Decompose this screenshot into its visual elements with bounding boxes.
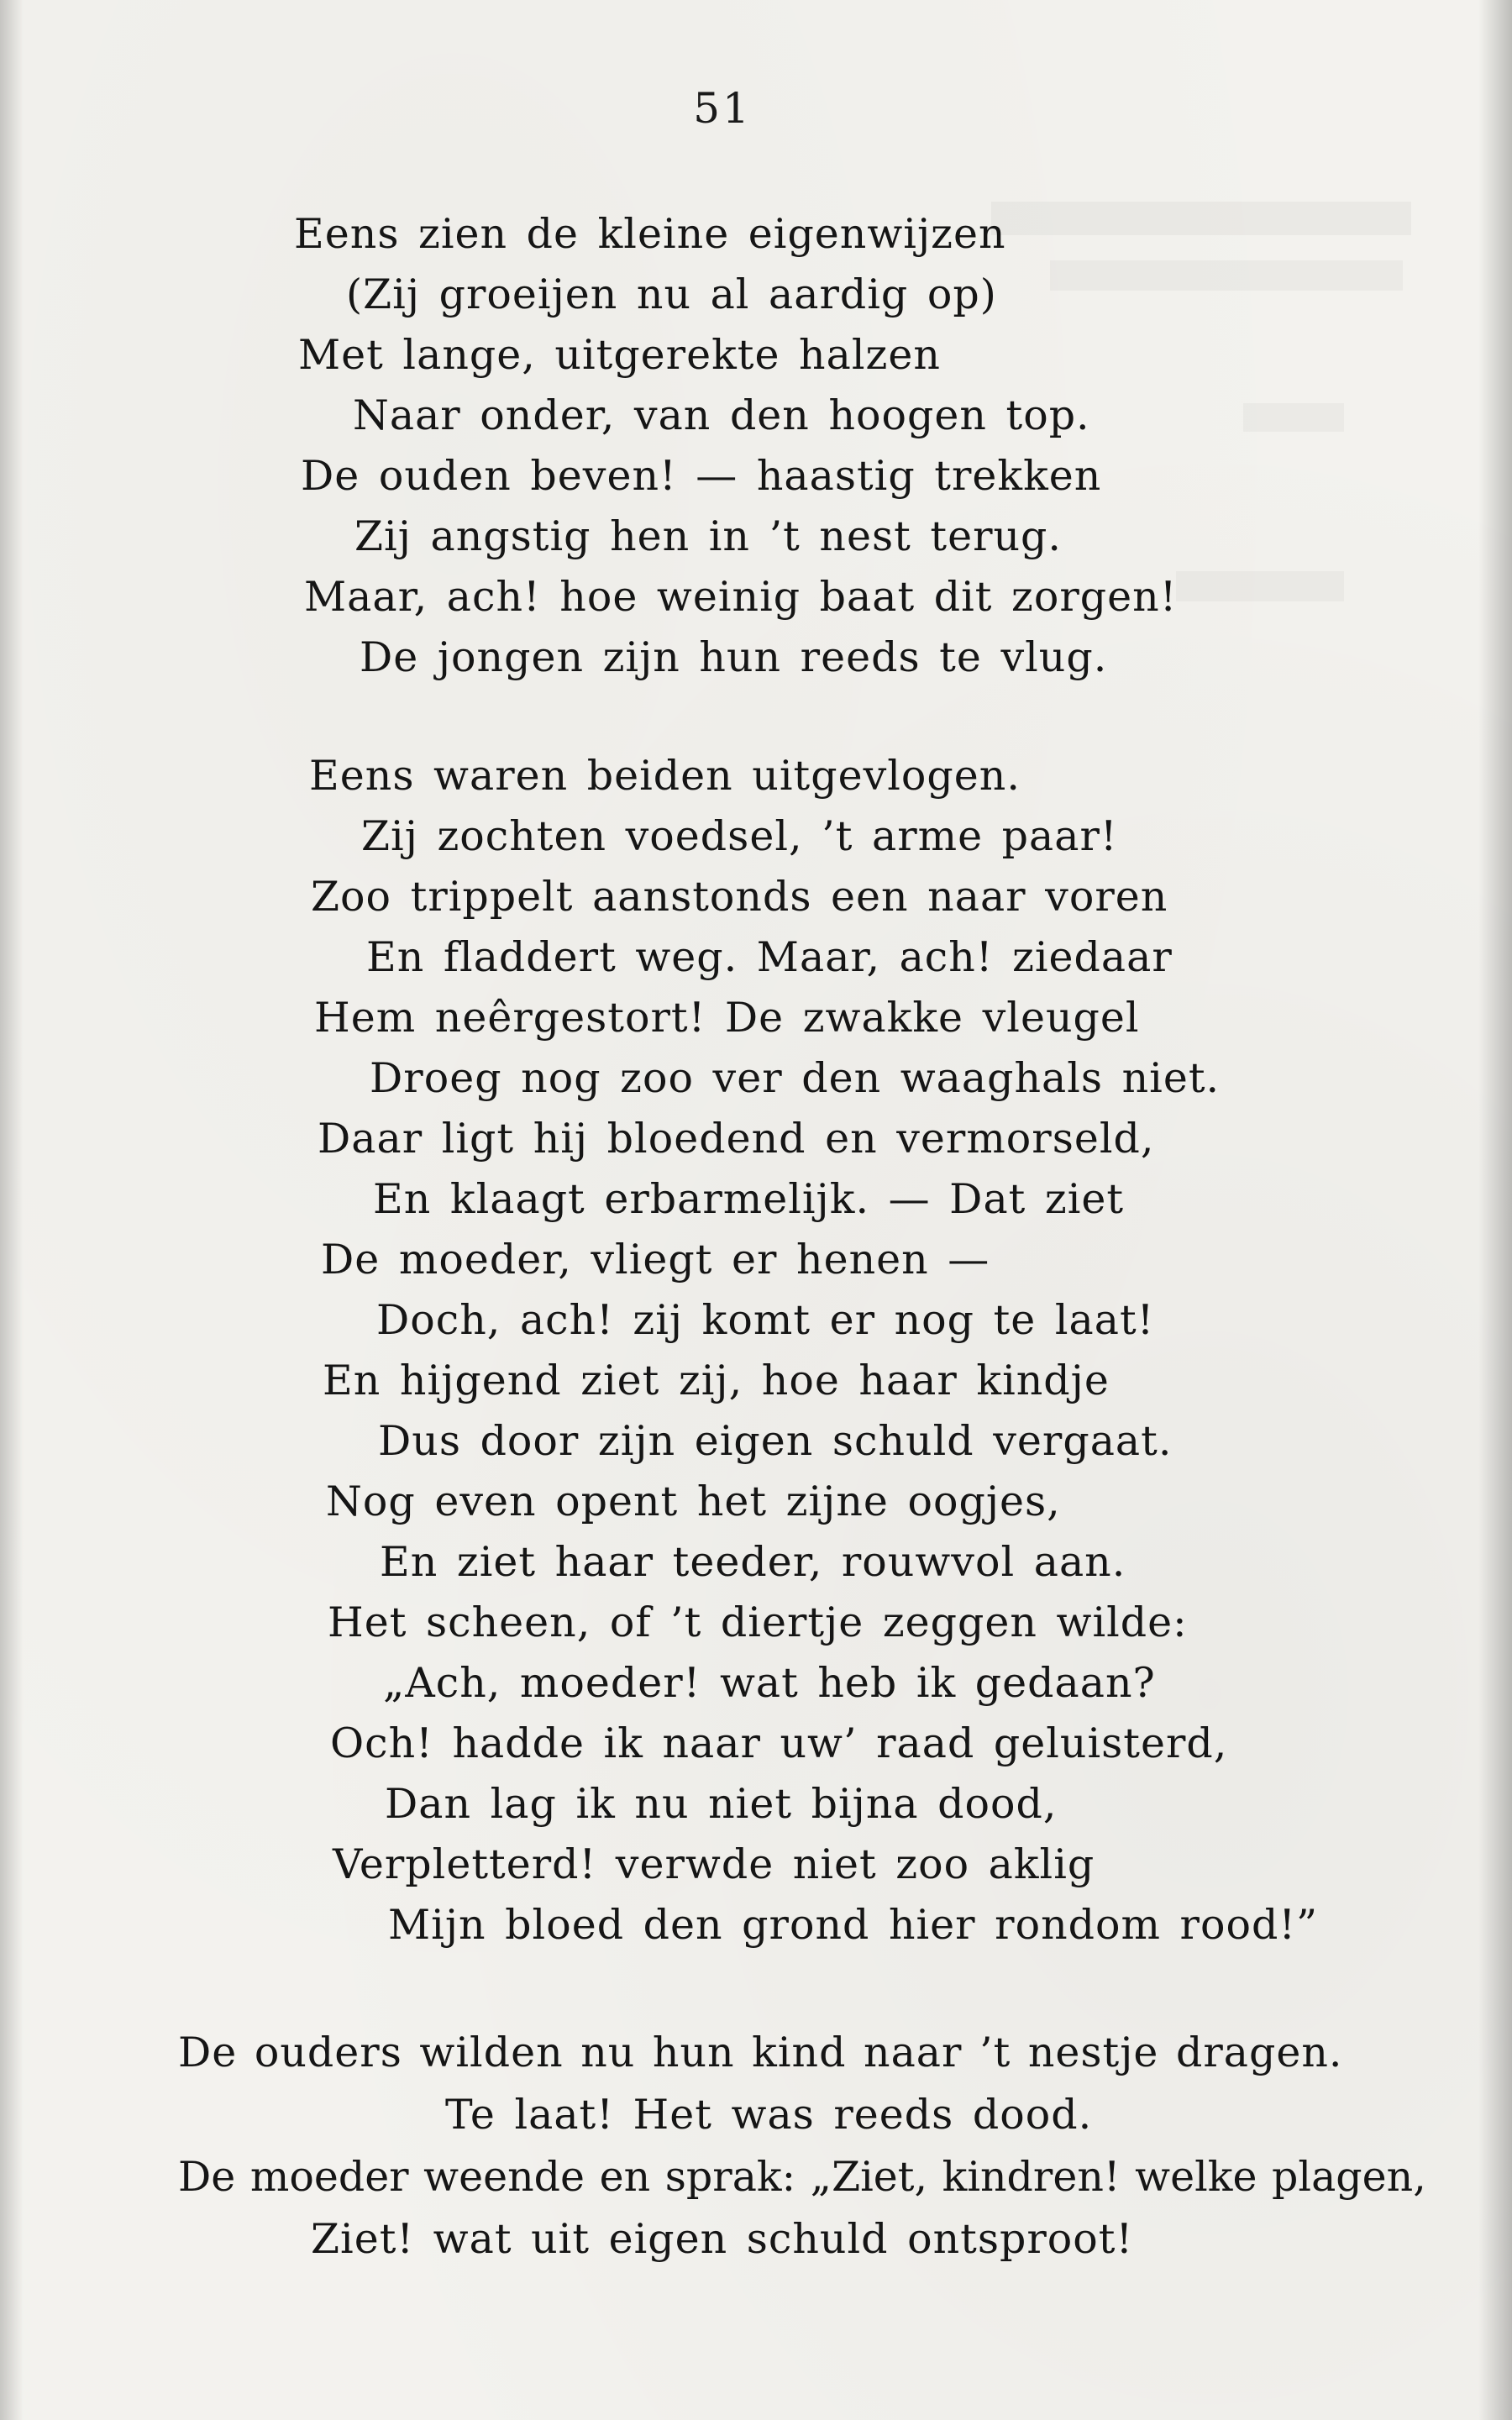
poem-line: Het scheen, of ’t diertje zeggen wilde: (328, 1598, 1188, 1646)
poem-line: De moeder, vliegt er henen — (321, 1236, 990, 1283)
poem-line: De ouders wilden nu hun kind naar ’t nestje dragen. (178, 2029, 1343, 2076)
poem-line: Zij zochten voedsel, ’t arme paar! (361, 812, 1118, 860)
poem-line: Te laat! Het was reeds dood. (445, 2091, 1093, 2139)
poem-line: Eens waren beiden uitgevlogen. (309, 752, 1021, 800)
poem-line: De jongen zijn hun reeds te vlug. (360, 633, 1108, 681)
bleed-through-mark (1176, 571, 1344, 601)
poem-line: En ziet haar teeder, rouwvol aan. (380, 1538, 1126, 1586)
poem-line: Dus door zijn eigen schuld vergaat. (378, 1417, 1173, 1465)
poem-line: Maar, ach! hoe weinig baat dit zorgen! (304, 573, 1178, 621)
page-number: 51 (693, 84, 752, 133)
poem-line: Eens zien de kleine eigenwijzen (294, 210, 1006, 258)
bleed-through-mark (1050, 260, 1403, 291)
poem-line: En fladdert weg. Maar, ach! ziedaar (366, 933, 1173, 981)
poem-line: En hijgend ziet zij, hoe haar kindje (323, 1357, 1110, 1404)
poem-line: Naar onder, van den hoogen top. (353, 391, 1090, 439)
poem-line: (Zij groeijen nu al aardig op) (346, 270, 997, 318)
poem-line: De ouden beven! — haastig trekken (301, 452, 1102, 500)
poem-line: Zoo trippelt aanstonds een naar voren (311, 873, 1168, 921)
page-edge-shadow-left (0, 0, 24, 2420)
poem-line: Och! hadde ik naar uw’ raad geluisterd, (330, 1719, 1228, 1767)
poem-line: De moeder weende en sprak: „Ziet, kindren! welke plagen, (178, 2153, 1426, 2201)
poem-line: Doch, ach! zij komt er nog te laat! (376, 1296, 1155, 1344)
poem-line: Daar ligt hij bloedend en vermorseld, (318, 1115, 1155, 1163)
poem-line: „Ach, moeder! wat heb ik gedaan? (383, 1659, 1156, 1707)
poem-line: Nog even opent het zijne oogjes, (326, 1478, 1061, 1525)
poem-line: Ziet! wat uit eigen schuld ontsproot! (311, 2215, 1134, 2263)
page-edge-shadow-right (1478, 0, 1512, 2420)
poem-line: Mijn bloed den grond hier rondom rood!” (388, 1901, 1319, 1949)
bleed-through-mark (1243, 403, 1344, 432)
poem-line: Hem neêrgestort! De zwakke vleugel (314, 994, 1140, 1042)
poem-line: En klaagt erbarmelijk. — Dat ziet (373, 1175, 1125, 1223)
poem-line: Verpletterd! verwde niet zoo aklig (333, 1840, 1095, 1888)
poem-line: Dan lag ik nu niet bijna dood, (385, 1780, 1058, 1828)
poem-line: Met lange, uitgerekte halzen (298, 331, 941, 379)
poem-line: Zij angstig hen in ’t nest terug. (354, 512, 1062, 560)
bleed-through-mark (991, 202, 1411, 235)
poem-line: Droeg nog zoo ver den waaghals niet. (370, 1054, 1221, 1102)
